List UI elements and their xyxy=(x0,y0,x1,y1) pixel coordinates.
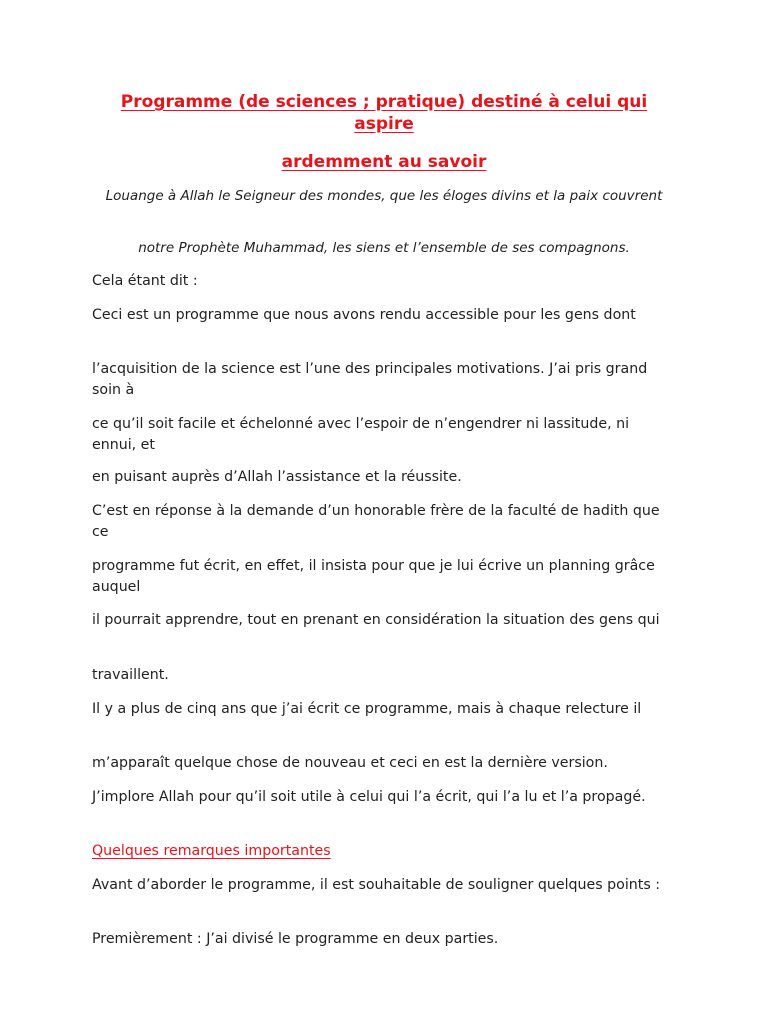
section-heading: Quelques remarques importantes xyxy=(92,843,331,859)
paragraph-11: m’apparaît quelque chose de nouveau et ceci en est la dernière version. xyxy=(92,755,608,771)
paragraph-4: ce qu’il soit facile et échelonné avec l’espoir de n’engendrer ni lassitude, ni ennui, et xyxy=(92,416,630,453)
paragraph-12: J’implore Allah pour qu’il soit utile à celui qui l’a écrit, qui l’a lu et l’a propagé. xyxy=(92,789,646,805)
paragraph-5: en puisant auprès d’Allah l’assistance et la réussite. xyxy=(92,469,462,485)
paragraph-1: Cela étant dit : xyxy=(92,273,198,289)
paragraph-8: il pourrait apprendre, tout en prenant en considération la situation des gens qui xyxy=(92,612,660,628)
paragraph-6: C’est en réponse à la demande d’un honorable frère de la faculté de hadith que ce xyxy=(92,503,660,540)
paragraph-3: l’acquisition de la science est l’une des principales motivations. J’ai pris grand soin à xyxy=(92,361,648,398)
paragraph-9: travaillent. xyxy=(92,667,169,683)
document-title-line-1: Programme (de sciences ; pratique) destiné à celui qui aspire xyxy=(120,92,648,134)
document-title-line-2: ardemment au savoir xyxy=(281,152,487,172)
paragraph-7: programme fut écrit, en effet, il insista pour que je lui écrive un planning grâce auquel xyxy=(92,558,655,595)
paragraph-2: Ceci est un programme que nous avons rendu accessible pour les gens dont xyxy=(92,307,636,323)
paragraph-13: Avant d’aborder le programme, il est souhaitable de souligner quelques points : xyxy=(92,877,661,893)
paragraph-14: Premièrement : J’ai divisé le programme en deux parties. xyxy=(92,931,499,947)
intro-line-2: notre Prophète Muhammad, les siens et l’ensemble de ses compagnons. xyxy=(138,240,630,256)
intro-line-1: Louange à Allah le Seigneur des mondes, que les éloges divins et la paix couvrent xyxy=(105,188,663,204)
paragraph-10: Il y a plus de cinq ans que j’ai écrit ce programme, mais à chaque relecture il xyxy=(92,701,642,717)
